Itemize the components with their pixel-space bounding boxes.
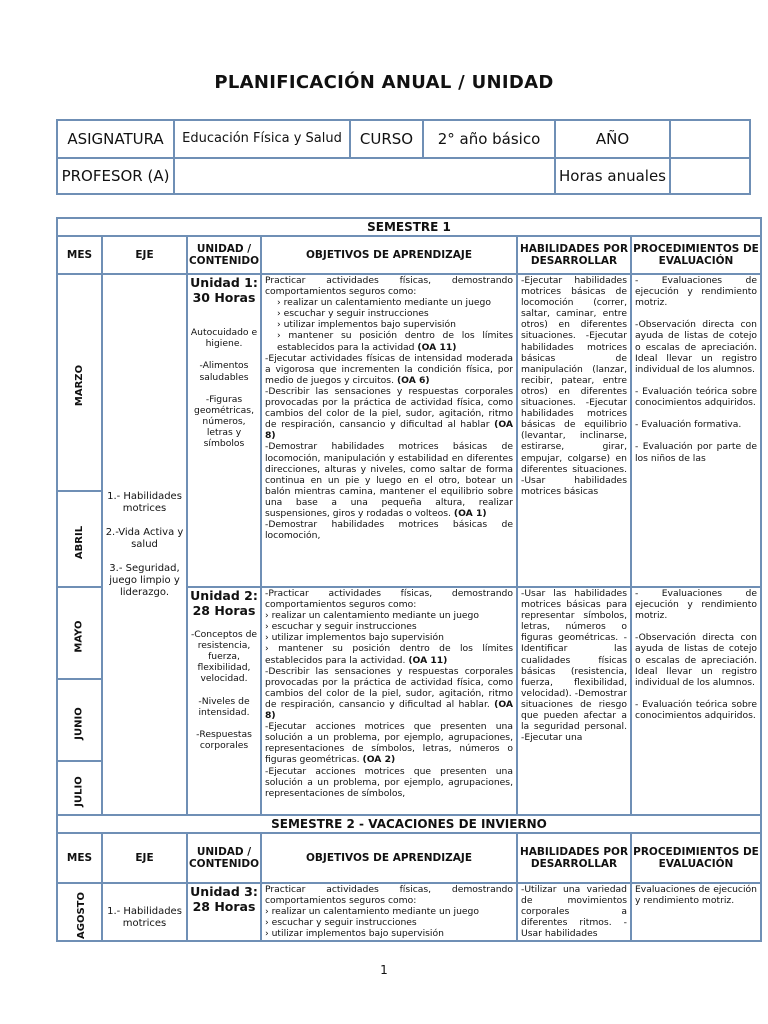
content-item: -Niveles de intensidad. xyxy=(198,695,250,718)
ano-label: AÑO xyxy=(555,120,670,158)
oa-code: (OA 8) xyxy=(265,419,513,442)
month-agosto xyxy=(57,883,102,941)
unit1-content-cell xyxy=(187,274,261,587)
objective-text: -Demostrar habilidades motrices básicas de locomoción, xyxy=(265,519,513,542)
month-label: MARZO xyxy=(74,364,85,407)
skills-text: -Usar las habilidades motrices básicas para representar símbolos, letras, números o figuras geométricas. -Identificar las cualidades físicas básicas (resistencia, fuerza, flexibilidad, velocidad). -Demostrar situaciones de riesgo que pueden afectar a la seguridad personal. -Ejecutar una xyxy=(521,588,627,744)
skills-text: -Ejecutar habilidades motrices básicas de locomoción (correr, saltar, caminar, entre otros) en diferentes situaciones. -Ejecutar habilidades motrices básicas de manipulación (lanzar, recibir, patear, entre otros) en diferentes situaciones. -Ejecutar habilidades motrices básicas de equilibrio (levantar, inclinarse, estirarse, girar, empujar, colgarse) en diferentes situaciones. -Usar habilidades motrices básicas xyxy=(521,275,627,497)
oa-code: (OA 1) xyxy=(453,507,487,519)
evaluation-item: - Evaluación formativa. xyxy=(635,419,742,431)
semester2-title: SEMESTRE 2 - VACACIONES DE INVIERNO xyxy=(57,815,761,833)
month-label: JULIO xyxy=(74,775,85,807)
evaluation-item: - Evaluación teórica sobre conocimientos adquiridos. xyxy=(635,698,757,722)
evaluation-item: - Evaluación teórica sobre conocimientos adquiridos. xyxy=(635,385,757,409)
eje-item: 2.-Vida Activa y salud xyxy=(105,526,184,550)
objective-bullet: › utilizar implementos bajo supervisión xyxy=(265,928,444,940)
evaluation-item: Evaluaciones de ejecución y rendimiento motriz. xyxy=(635,884,757,907)
unit1-skills-cell xyxy=(517,274,631,587)
objective-text: -Describir las sensaciones y respuestas corporales provocadas por la práctica de actividad física, como cambios del color de la piel, sudor, agitación, ritmo de respiración, cansancio y dificultad al hablar. xyxy=(265,665,513,710)
content-item: -Respuestas corporales xyxy=(196,728,252,752)
objective-bullet: › utilizar implementos bajo supervisión xyxy=(277,319,456,331)
evaluation-item: - Evaluaciones de ejecución y rendimiento motriz. xyxy=(635,275,757,309)
curso-label: CURSO xyxy=(350,120,423,158)
col-header-unidad: UNIDAD / CONTENIDO xyxy=(187,236,261,274)
objective-bullet: › realizar un calentamiento mediante un juego xyxy=(277,297,491,309)
semester1-title: SEMESTRE 1 xyxy=(57,218,761,236)
objective-bullet: › realizar un calentamiento mediante un juego xyxy=(265,906,479,918)
unit3-skills-cell xyxy=(517,883,631,941)
unit2-objectives-cell xyxy=(261,587,517,815)
col-header-objetivos: OBJETIVOS DE APRENDIZAJE xyxy=(261,833,517,883)
objective-bullet: › escuchar y seguir instrucciones xyxy=(265,917,417,929)
eje-cell xyxy=(102,883,187,941)
profesor-value xyxy=(174,158,555,194)
month-abril xyxy=(57,491,102,587)
horas-value xyxy=(670,158,750,194)
skills-text: -Utilizar una variedad de movimientos corporales a diferentes ritmos. -Usar habilidades xyxy=(521,884,627,940)
objective-bullet: › escuchar y seguir instrucciones xyxy=(277,308,429,320)
col-header-evaluacion: PROCEDIMIENTOS DE EVALUACIÓN xyxy=(631,833,761,883)
evaluation-item: -Observación directa con ayuda de listas de cotejo o escalas de apreciación. Ideal llevar un registro individual de los alumnos. xyxy=(635,319,757,375)
objective-text: -Ejecutar acciones motrices que presenten una solución a un problema, por ejemplo, agrupaciones, representaciones de símbolos, xyxy=(265,765,513,799)
asignatura-value: Educación Física y Salud xyxy=(174,120,350,158)
ano-value xyxy=(670,120,750,158)
content-item: -Figuras geométricas, números, letras y símbolos xyxy=(193,393,255,450)
col-header-eje: EJE xyxy=(102,236,187,274)
objective-bullet: › realizar un calentamiento mediante un juego xyxy=(265,610,479,622)
month-mayo xyxy=(57,587,102,679)
unit2-evaluation-cell xyxy=(631,587,761,815)
col-header-habilidades: HABILIDADES POR DESARROLLAR xyxy=(517,236,631,274)
unit1-evaluation-cell xyxy=(631,274,761,587)
unit3-evaluation-cell xyxy=(631,883,761,941)
oa-code: (OA 6) xyxy=(396,374,430,386)
objective-text: -Ejecutar actividades físicas de intensidad moderada a vigorosa que incrementen la condición física, por medio de juegos y circuitos. xyxy=(265,352,513,386)
content-item: Autocuidado e higiene. xyxy=(190,327,258,350)
month-label: AGOSTO xyxy=(75,891,87,939)
month-label: JUNIO xyxy=(74,706,85,740)
page-number: 1 xyxy=(380,963,388,977)
col-header-evaluacion: PROCEDIMIENTOS DE EVALUACIÓN xyxy=(631,236,761,274)
unit3-title: Unidad 3: 28 Horas xyxy=(190,884,258,914)
col-header-mes: MES xyxy=(57,833,102,883)
content-item: -Conceptos de resistencia, fuerza, flexibilidad, velocidad. xyxy=(190,629,258,685)
unit3-objectives-cell xyxy=(261,883,517,941)
eje-cell xyxy=(102,274,187,815)
unit2-title: Unidad 2: 28 Horas xyxy=(190,588,258,618)
col-header-objetivos: OBJETIVOS DE APRENDIZAJE xyxy=(261,236,517,274)
eje-item: 3.- Seguridad, juego limpio y liderazgo. xyxy=(109,562,180,598)
objective-bullet: › utilizar implementos bajo supervisión xyxy=(265,632,444,644)
oa-code: (OA 8) xyxy=(265,698,513,722)
page-title: PLANIFICACIÓN ANUAL / UNIDAD xyxy=(214,72,554,93)
asignatura-label: ASIGNATURA xyxy=(57,120,174,158)
objective-intro: -Practicar actividades físicas, demostrando comportamientos seguros como: xyxy=(265,588,513,611)
curso-value: 2° año básico xyxy=(423,120,555,158)
objective-bullet: › escuchar y seguir instrucciones xyxy=(265,621,417,633)
unit2-skills-cell xyxy=(517,587,631,815)
objective-intro: Practicar actividades físicas, demostrando comportamientos seguros como: xyxy=(265,275,513,298)
objective-bullet: › mantener su posición dentro de los límites establecidos para la actividad xyxy=(277,330,513,353)
content-item: -Alimentos saludables xyxy=(199,360,249,383)
month-junio xyxy=(57,679,102,761)
col-header-habilidades: HABILIDADES POR DESARROLLAR xyxy=(517,833,631,883)
planning-table xyxy=(56,217,762,942)
objective-bullet: › mantener su posición dentro de los límites establecidos para la actividad. xyxy=(265,643,513,666)
evaluation-item: - Evaluaciones de ejecución y rendimiento motriz. xyxy=(635,588,757,622)
col-header-unidad: UNIDAD / CONTENIDO xyxy=(187,833,261,883)
oa-code: (OA 11) xyxy=(417,341,457,353)
objective-text: -Describir las sensaciones y respuestas corporales provocadas por la práctica de actividad física, como cambios del color de la piel, sudor, agitación, ritmo de respiración, cansancio y dificultad al hablar xyxy=(265,385,513,431)
evaluation-item: -Observación directa con ayuda de listas de cotejo o escalas de apreciación. Ideal llevar un registro individual de los alumnos. xyxy=(635,632,757,688)
unit1-objectives-cell xyxy=(261,274,517,587)
profesor-label: PROFESOR (A) xyxy=(57,158,174,194)
eje-item: 1.- Habilidades motrices xyxy=(107,490,182,514)
col-header-mes: MES xyxy=(57,236,102,274)
unit1-title: Unidad 1: 30 Horas xyxy=(190,275,258,305)
oa-code: (OA 2) xyxy=(362,754,396,766)
evaluation-item: - Evaluación por parte de los niños de las xyxy=(635,441,757,464)
objective-text: -Ejecutar acciones motrices que presenten una solución a un problema, por ejemplo, agrupaciones, representaciones de símbolos, letras, números o figuras geométricas. xyxy=(265,721,513,766)
header-table xyxy=(56,119,751,195)
month-label: MAYO xyxy=(74,619,85,653)
unit2-content-cell xyxy=(187,587,261,815)
objective-intro: Practicar actividades físicas, demostrando comportamientos seguros como: xyxy=(265,884,513,907)
month-marzo xyxy=(57,274,102,491)
oa-code: (OA 11) xyxy=(408,654,448,666)
objective-text: -Demostrar habilidades motrices básicas de locomoción, manipulación y estabilidad en diferentes direcciones, alturas y niveles, como saltar de forma continua en un pie y luego en el otro, botear un balón mientras camina, mantener el equilibrio sobre una base a una pequeña altura, realizar suspensiones, giros y rodadas o volteos. xyxy=(265,441,513,519)
eje-item: 1.- Habilidades motrices xyxy=(107,906,182,929)
unit3-content-cell xyxy=(187,883,261,941)
month-julio xyxy=(57,761,102,815)
month-label: ABRIL xyxy=(74,525,85,559)
horas-label: Horas anuales xyxy=(555,158,670,194)
col-header-eje: EJE xyxy=(102,833,187,883)
